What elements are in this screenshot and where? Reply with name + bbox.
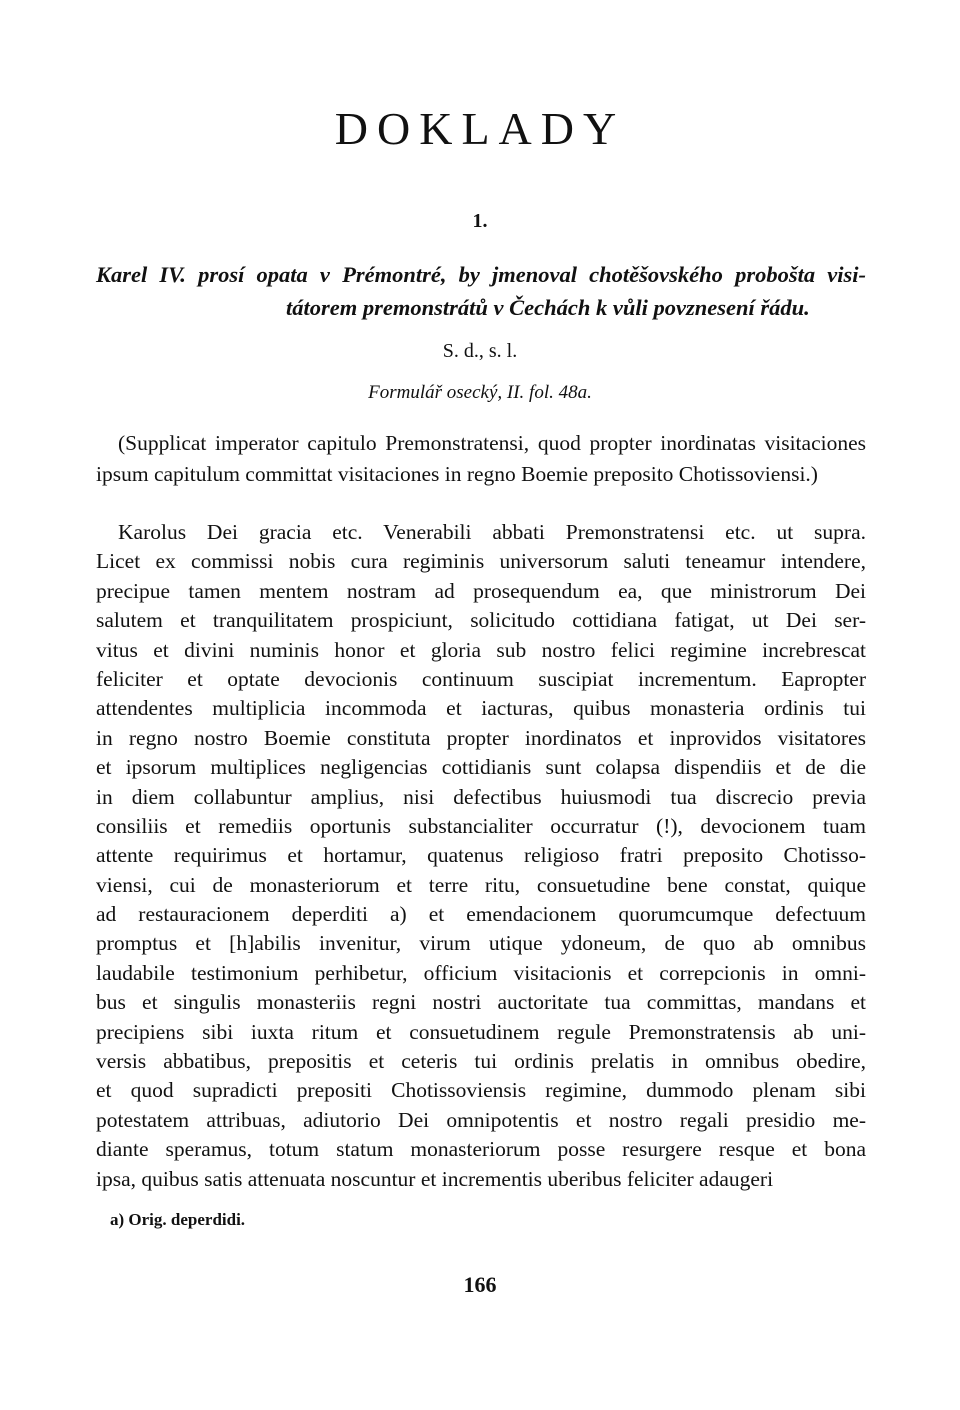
body-line: versis abbatibus, prepositis et ceteris tui ordinis prelatis in omnibus obedire, xyxy=(96,1049,866,1074)
body-line: potestatem attribuas, adiutorio Dei omnipotentis et nostro regali presidio me- xyxy=(96,1107,866,1132)
body-line: vitus et divini numinis honor et gloria sub nostro felici regimine increbrescat xyxy=(96,637,866,662)
body-line: viensi, cui de monasteriorum et terre ritu, consuetudine bene constat, quique xyxy=(96,872,866,897)
summary-paragraph: (Supplicat imperator capitulo Premonstratensi, quod propter inordinatas visitaciones ipsum capitulum committat visitaciones in regno Boemie preposito Chotissoviensi.) xyxy=(96,431,866,486)
body-line: promptus et [h]abilis invenitur, virum utique ydoneum, de quo ab omnibus xyxy=(96,931,866,956)
body-line: attente requirimus et hortamur, quatenus religioso fratri preposito Chotisso- xyxy=(96,843,866,868)
body-text xyxy=(96,518,866,1194)
body-line: in diem collabuntur amplius, nisi defectibus huiusmodi tua discrecio previa xyxy=(96,784,866,809)
page-number: 166 xyxy=(463,1272,497,1297)
heading-line-1: Karel IV. prosí opata v Prémontré, by jmenoval chotěšovského probošta visi- xyxy=(96,262,866,287)
body-line: consiliis et remediis oportunis substancialiter occurratur (!), devocionem tuam xyxy=(96,813,866,838)
document-heading xyxy=(96,258,866,324)
source-citation: Formulář osecký, II. fol. 48a. xyxy=(368,382,592,403)
body-line: salutem et tranquilitatem prospiciunt, solicitudo cottidiana fatigat, ut Dei ser- xyxy=(96,608,866,633)
body-line: diante speramus, totum statum monasteriorum posse resurgere resque et bona xyxy=(96,1137,866,1162)
body-line: laudabile testimonium perhibetur, officium visitacionis et correpcionis in omni- xyxy=(96,960,866,985)
document-number: 1. xyxy=(472,210,488,232)
footnote: a) Orig. deperdidi. xyxy=(110,1210,246,1229)
body-line: bus et singulis monasteriis regni nostri auctoritate tua committas, mandans et xyxy=(96,990,866,1015)
page-title: DOKLADY xyxy=(334,103,626,154)
body-line: et ipsorum multiplices negligencias cottidianis sunt colapsa dispendiis et de die xyxy=(96,755,866,780)
body-line: feliciter et optate devocionis continuum suscipiat incrementum. Eapropter xyxy=(96,666,866,691)
body-line: ad restauracionem deperditi a) et emendacionem quorumcumque defectuum xyxy=(96,902,866,927)
body-line: Karolus Dei gracia etc. Venerabili abbati Premonstratensi etc. ut supra. xyxy=(118,520,866,544)
body-line: Licet ex commissi nobis cura regiminis universorum saluti teneamur intendere, xyxy=(96,549,866,574)
dateline: S. d., s. l. xyxy=(442,340,518,362)
body-line: et quod supradicti prepositi Chotissoviensis regimine, dummodo plenam sibi xyxy=(96,1078,866,1103)
body-line: ipsa, quibus satis attenuata noscuntur et incrementis uberibus feliciter adaugeri xyxy=(96,1166,774,1191)
body-line: precipiens sibi iuxta ritum et consuetudinem regule Premonstratensis ab uni- xyxy=(96,1019,866,1044)
heading-line-2: tátorem premonstrátů v Čechách k vůli povznesení řádu. xyxy=(286,295,810,320)
body-line: in regno nostro Boemie constituta propter inordinatos et inprovidos visitatores xyxy=(96,725,866,750)
body-line: precipue tamen mentem nostram ad prosequendum ea, que ministrorum Dei xyxy=(96,578,866,603)
body-line: attendentes multiplicia incommoda et iacturas, quibus monasteria ordinis tui xyxy=(96,696,866,721)
